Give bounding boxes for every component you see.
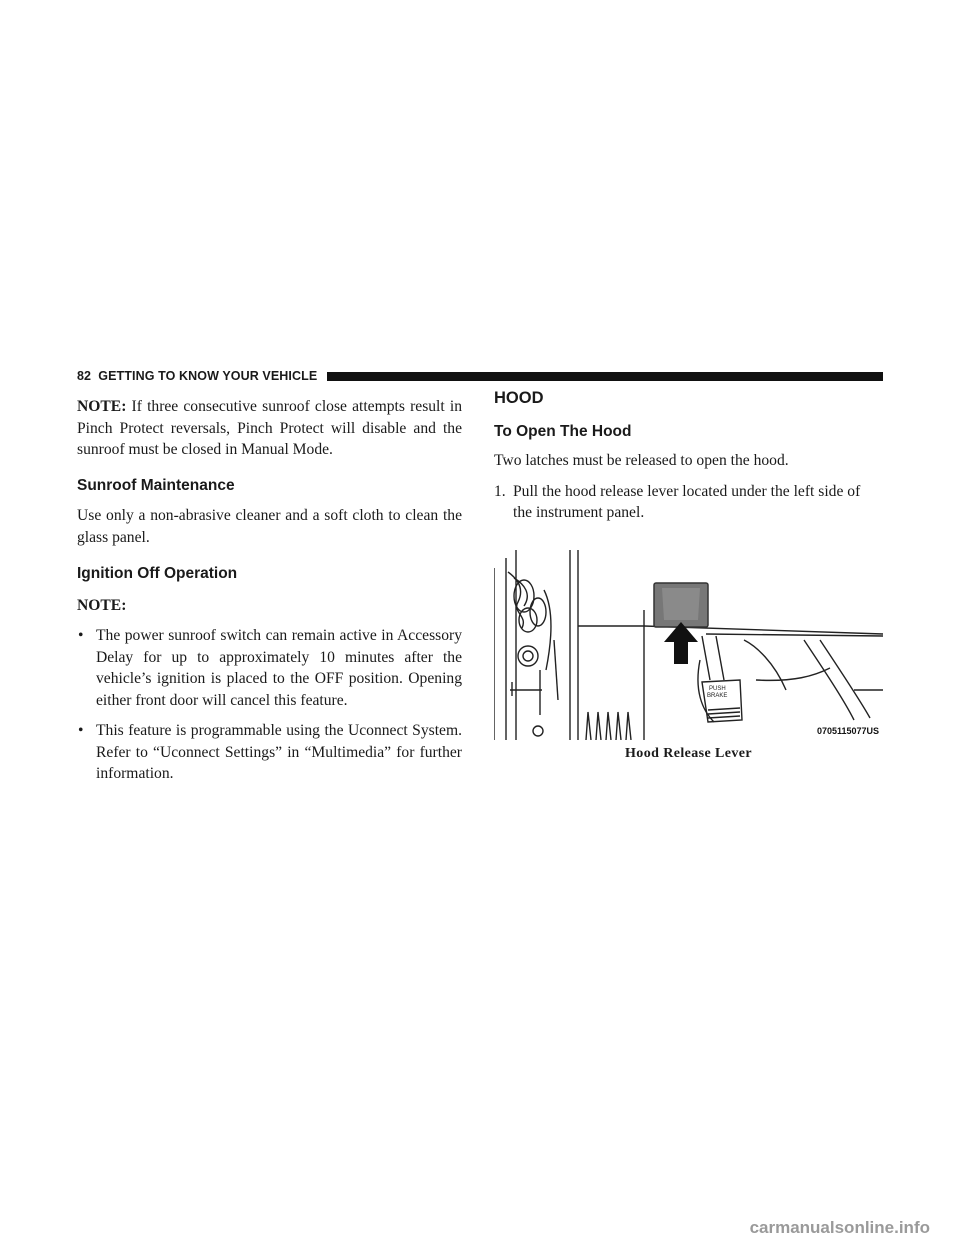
bullet-text: The power sunroof switch can remain active in Accessory Delay for up to approximately 10 minutes after the vehicle’s ignition is placed to the OFF position. Opening either front door will cancel this feature. <box>96 627 462 709</box>
note-label: NOTE: <box>77 398 127 415</box>
hood-intro: Two latches must be released to open the hood. <box>494 452 789 469</box>
chapter-title: GETTING TO KNOW YOUR VEHICLE <box>98 369 318 383</box>
sunroof-maintenance-heading: Sunroof Maintenance <box>77 476 235 494</box>
ignition-note-label: NOTE: <box>77 596 127 614</box>
open-hood-heading: To Open The Hood <box>494 422 632 440</box>
bullet-text: This feature is programmable using the Uconnect System. Refer to “Uconnect Settings” in “Multimedia” for further information. <box>96 722 462 782</box>
pedal-text-1: PUSH <box>709 686 726 692</box>
ignition-off-heading: Ignition Off Operation <box>77 565 238 582</box>
bullet-item <box>77 720 462 785</box>
step-number: 1. <box>494 482 506 500</box>
note-text: If three consecutive sunroof close attempts result in Pinch Protect reversals, Pinch Protect will disable and the sunroof must be closed in Manual Mode. <box>77 398 462 458</box>
bullet-symbol: • <box>78 627 84 644</box>
pedal-text-2: BRAKE <box>707 693 728 699</box>
page-header <box>77 368 883 386</box>
sunroof-maintenance-text: Use only a non-abrasive cleaner and a soft cloth to clean the glass panel. <box>77 507 462 546</box>
hood-release-illustration <box>494 550 883 740</box>
header-text <box>77 369 325 383</box>
hood-release-figure <box>494 550 883 740</box>
bullet-symbol: • <box>78 722 84 739</box>
header-rule <box>327 372 883 381</box>
page-number: 82 <box>77 369 92 383</box>
right-column <box>494 388 883 524</box>
figure-code: 0705115077US <box>816 726 879 736</box>
pinch-protect-note <box>77 396 462 461</box>
left-column <box>77 396 462 785</box>
figure-caption: Hood Release Lever <box>625 746 752 761</box>
step-text: Pull the hood release lever located under the left side of the instrument panel. <box>513 482 861 521</box>
watermark: carmanualsonline.info <box>749 1218 930 1237</box>
hood-heading: HOOD <box>494 389 544 407</box>
step-item <box>494 481 883 524</box>
bullet-item <box>77 625 462 711</box>
